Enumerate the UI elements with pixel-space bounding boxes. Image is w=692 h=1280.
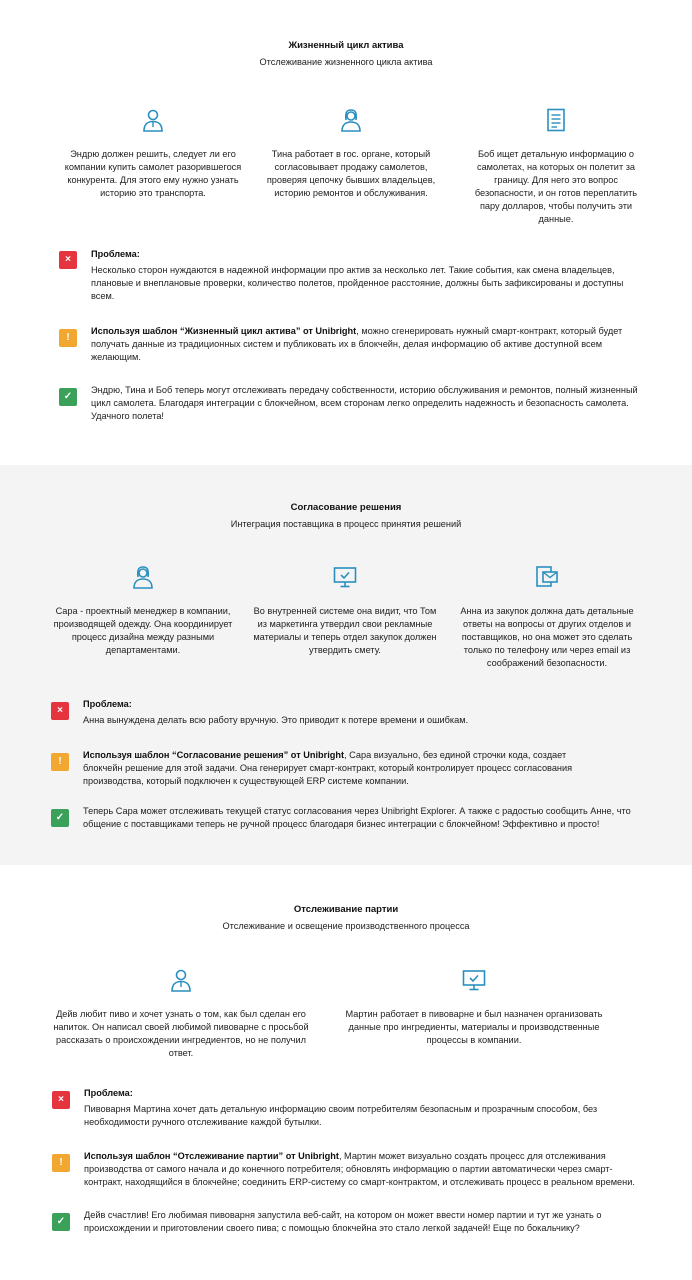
solution-icon: ! (59, 329, 77, 347)
section-title: Согласование решения (290, 502, 402, 513)
monitor-check-icon (332, 564, 358, 590)
problem-icon: × (52, 1091, 70, 1109)
section-subtitle: Отслеживание и освещение производственного процесса (222, 921, 470, 931)
problem-label: Проблема: (83, 699, 132, 709)
problem-icon: × (51, 702, 69, 720)
solution-icon: ! (51, 753, 69, 771)
woman-icon (338, 107, 364, 133)
persona-card (248, 564, 442, 657)
solution-template-name: Используя шаблон “Отслеживание партии” от Unibright (84, 1151, 339, 1161)
problem-text: Анна вынуждена делать всю работу вручную. Это приводит к потере времени и ошибкам. (83, 715, 469, 726)
man-icon (140, 107, 166, 133)
persona-card (52, 967, 310, 1060)
persona-card (468, 107, 644, 226)
section-subtitle: Отслеживание жизненного цикла актива (259, 57, 433, 67)
problem-label: Проблема: (84, 1088, 133, 1098)
problem-label: Проблема: (91, 249, 140, 259)
section-title: Отслеживание партии (293, 904, 399, 915)
section-asset-lifecycle (0, 0, 692, 465)
persona-text: Эндрю должен решить, следует ли его компании купить самолет разорившегося конкурента. Для этого ему нужно узнать историю это транспорта. (64, 149, 242, 199)
persona-text: Сара - проектный менеджер в компании, производящей одежду. Она координирует процесс дизайна между разными департаментами. (53, 606, 233, 656)
man-icon (168, 967, 194, 993)
section-subtitle: Интеграция поставщика в процесс принятия решений (230, 519, 462, 529)
problem-text: Пивоварня Мартина хочет дать детальную информацию своим потребителям безопасным и прозрачным способом, без необходимости ручного отслеживание каждой бутылки. (84, 1104, 598, 1128)
persona-card (454, 564, 640, 670)
solution-block (83, 749, 608, 788)
solution-template-name: Используя шаблон “Согласование решения” от Unibright (83, 750, 345, 760)
result-icon: ✓ (51, 809, 69, 827)
result-text: Теперь Сара может отслеживать текущей статус согласования через Unibright Explorer. А также с радостью сообщить Анне, что общение с поставщиками теперь не ручной процесс благодаря бизнес интеграции с блокчейном! Эффективно и просто! (83, 806, 631, 830)
persona-card (58, 107, 248, 200)
problem-block (84, 1087, 604, 1129)
solution-template-name: Используя шаблон “Жизненный цикл актива” от Unibright (91, 326, 357, 336)
persona-text: Дейв любит пиво и хочет узнать о том, как был сделан его напиток. Он написал своей любимой пивоварне с просьбой рассказать о происхождении ингредиентов, но не получил ответ. (53, 1009, 309, 1059)
persona-card (258, 107, 444, 200)
persona-card (336, 967, 612, 1047)
monitor-check-icon (461, 967, 487, 993)
solution-block (84, 1150, 640, 1189)
persona-text: Мартин работает в пивоварне и был назначен организовать данные про ингредиенты, материалы и производственные процессы в компании. (345, 1009, 603, 1046)
woman-icon (130, 564, 156, 590)
solution-text: , Сара визуально, без единой строчки кода, создает блокчейн решение для этой задачи. Она генерирует смарт-контракт, который контролирует процесс согласования производства, который подключен к существующей ERP системе компании. (83, 750, 573, 787)
persona-text: Боб ищет детальную информацию о самолетах, на которых он полетит за границу. Для него это вопрос безопасности, и он готов переплатить пару долларов, чтобы получить эти данные. (474, 149, 638, 225)
solution-text: , можно сгенерировать нужный смарт-контракт, который будет получать данные из традиционных систем и публиковать их в блокчейн, делая информацию об активе доступной всем желающим. (91, 326, 623, 363)
problem-block (91, 248, 641, 303)
result-icon: ✓ (52, 1213, 70, 1231)
problem-block (83, 698, 643, 727)
solution-block (91, 325, 641, 364)
section-title: Жизненный цикл актива (288, 40, 404, 51)
mail-icon (534, 564, 560, 590)
persona-text: Во внутренней системе она видит, что Том из маркетинга утвердил свои рекламные материалы и теперь отдел закупок должен утвердить смету. (253, 606, 437, 656)
result-text: Эндрю, Тина и Боб теперь могут отслеживать передачу собственности, историю обслуживания и ремонтов, полный жизненный цикл самолета. Благодаря интеграции с блокчейном, всем сторонам легко определить надежность и безопасность самолета. Удачного полета! (91, 385, 638, 422)
section-batch-tracking (0, 865, 692, 1280)
persona-text: Анна из закупок должна дать детальные ответы на вопросы от других отделов и поставщиков, но она может это сделать только по телефону или через email из соображений безопасности. (460, 606, 634, 669)
section-decision-approval (0, 465, 692, 865)
problem-text: Несколько сторон нуждаются в надежной информации про актив за несколько лет. Такие события, как смена владельцев, плановые и внеплановые проверки, количество полетов, пройденное расстояние, должны быть зафиксированы и доступны всем. (91, 265, 624, 302)
persona-card (48, 564, 238, 657)
problem-icon: × (59, 251, 77, 269)
solution-icon: ! (52, 1154, 70, 1172)
persona-text: Тина работает в гос. органе, который согласовывает продажу самолетов, проверяя цепочку бывших владельцев, историю ремонтов и обслуживания. (266, 149, 436, 199)
document-icon (543, 107, 569, 133)
result-text: Дейв счастлив! Его любимая пивоварня запустила веб-сайт, на котором он может ввести номер партии и тут же узнать о происхождении и приготовлении своего пива; с помощью блокчейна это стало легкой задачей! Еще по бокальчику? (84, 1210, 602, 1234)
result-icon: ✓ (59, 388, 77, 406)
solution-text: , Мартин может визуально создать процесс для отслеживания производства от самого начала и до конечного потребителя; обновлять информацию о партии автоматически через смарт-контракт, находящийся в блокчейне; соединить ERP-систему со смарт-контрактом, и отслеживать процесс в реальном времени. (84, 1151, 635, 1188)
